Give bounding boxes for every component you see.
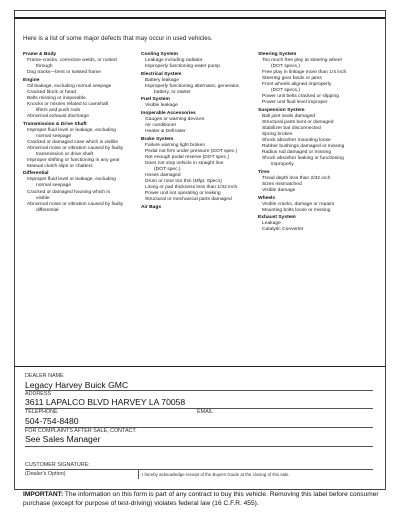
complaints-value: See Sales Manager <box>25 434 101 444</box>
defect-item: Power unit fluid level improper <box>262 100 328 106</box>
defect-item: Oil leakage, excluding normal seepage <box>27 83 112 89</box>
defect-item: Cracked or damaged housing which is <box>27 189 110 195</box>
dealer-name-value: Legacy Harvey Buick GMC <box>25 380 129 390</box>
defect-item: Heater & Defroster <box>145 129 186 135</box>
defect-item: Cracked block or head <box>27 89 76 95</box>
top-rule <box>14 17 385 19</box>
defect-item: Improperly functioning alternator, generator, <box>145 83 240 89</box>
defect-item: Visible leakage <box>145 103 178 109</box>
defect-item: Visible damage <box>262 188 296 194</box>
defect-item: Spring broken <box>262 132 293 138</box>
defect-item: Catalytic Converter <box>262 227 304 233</box>
address-value: 3611 LAPALCO BLVD HARVEY LA 70058 <box>25 397 186 407</box>
defect-item: Abnormal exhaust discharge <box>27 113 89 119</box>
important-text: The information on this form is part of any contract to buy this vehicle. Removing this label before consumer purchase (except for purpose of test-driving) violates federal law (16 C.F.R. 455). <box>23 491 379 507</box>
defect-item: (DOT specs.) <box>271 64 300 70</box>
defect-item: Rubber bushings damaged or missing <box>262 144 345 150</box>
defect-item: battery, or starter <box>154 89 191 95</box>
section-heading: Frame & Body <box>23 52 57 57</box>
defect-item: Improper shifting or functioning in any gear <box>27 157 120 163</box>
complaints-label: FOR COMPLAINTS AFTER SALE, CONTACT: <box>25 428 137 434</box>
section-heading: Inoperable Accessories <box>141 110 196 116</box>
defect-item: Leakage including radiator <box>145 58 203 64</box>
defect-item: Failure warning light broken <box>145 142 206 148</box>
defect-item: Not enough pedal reserve (DOT spec.) <box>145 154 230 160</box>
dealer-name-label: DEALER NAME <box>25 373 64 379</box>
defect-item: Battery leakage <box>145 77 179 83</box>
defect-item: Cracked or damaged case which is visible <box>27 139 119 145</box>
defect-item: Dog tracks—bent or twisted frame <box>27 70 101 76</box>
defect-item: Frame-cracks, corrective welds, or rusted <box>27 58 117 64</box>
dealer-section-rule <box>14 366 385 367</box>
defect-item: Visible cracks, damage or repairs <box>262 201 335 207</box>
section-heading: Fuel System <box>141 97 170 103</box>
defect-item: Does not stop vehicle in straight line <box>145 160 224 166</box>
defect-item: normal seepage <box>36 183 72 189</box>
section-heading: Suspension System <box>258 107 305 113</box>
defect-item: Improper fluid level or leakage, excluding <box>27 127 116 133</box>
defect-item: Gauges or warning devices <box>145 116 205 122</box>
defect-item: normal seepage <box>36 133 72 139</box>
defect-item: Manual clutch slips or chatters <box>27 163 93 169</box>
defect-item: Power unit belts cracked or slipping <box>262 94 339 100</box>
customer-signature-label: CUSTOMER SIGNATURE: <box>25 462 90 468</box>
defect-item: Front wheels aligned improperly <box>262 82 332 88</box>
defect-item: visible <box>36 195 50 201</box>
defect-item: improperly <box>271 162 294 168</box>
defect-item: Lining or pad thickness less than 1/32 inch <box>145 184 238 190</box>
defect-item: Radius rod damaged or missing <box>262 150 332 156</box>
defect-item: Pedal not firm under pressure (DOT spec.) <box>145 148 238 154</box>
defect-item: Improperly functioning water pump <box>145 64 221 70</box>
section-heading: Air Bags <box>141 204 162 210</box>
defect-item: Air conditioner <box>145 123 177 129</box>
signature-divider <box>138 469 139 479</box>
defect-item: Shock absorber mounting loose <box>262 138 331 144</box>
dealer-option-label: (Dealer's Option) <box>25 471 66 477</box>
section-heading: Wheels <box>258 195 276 201</box>
defect-item: transmission or drive shaft <box>36 151 94 157</box>
defect-item: Tread depth less than 2/32 inch <box>262 175 331 181</box>
defect-item: Abnormal noise or vibration caused by faulty <box>27 145 124 151</box>
signature-line <box>25 469 373 470</box>
defect-item: through <box>36 64 53 70</box>
defect-item: Knocks or misses related to camshaft <box>27 101 109 107</box>
telephone-value: 504-754-8480 <box>25 416 79 426</box>
section-heading: Exhaust System <box>258 215 296 221</box>
defect-item: Mounting bolts loose or missing <box>262 207 331 213</box>
section-heading: Engine <box>23 77 40 83</box>
section-heading: Brake System <box>141 136 174 142</box>
defect-item: Improper fluid level or leakage, excluding <box>27 177 116 183</box>
defect-item: Stabilizer bar disconnected <box>262 126 321 132</box>
defect-item: Free play in linkage more than 1/4 inch <box>262 70 347 76</box>
defects-intro: Here is a list of some major defects that may occur in used vehicles. <box>23 35 213 42</box>
defects-column-3 <box>258 52 376 233</box>
section-heading: Electrical System <box>141 71 182 77</box>
complaints-line <box>25 446 373 447</box>
defect-item: Steering gear binds or jams <box>262 76 322 82</box>
defect-item: Leakage <box>262 221 281 227</box>
defect-item: differential <box>36 207 59 213</box>
telephone-label: TELEPHONE <box>25 409 58 415</box>
defect-item: Sizes mismatched <box>262 181 302 187</box>
defect-item: Shock absorber leaking or functioning <box>262 156 344 162</box>
email-label: EMAIL <box>197 409 214 415</box>
defect-item: Power unit not operating or leaking <box>145 191 221 197</box>
defect-item: Drum or rotor too thin (Mfgr. Specs) <box>145 178 222 184</box>
defects-column-2 <box>141 52 253 211</box>
defects-column-1 <box>23 52 133 214</box>
section-heading: Transmission & Drive Shaft <box>23 121 87 127</box>
important-notice <box>23 490 387 508</box>
important-label: IMPORTANT: <box>23 491 64 498</box>
defect-item: Abnormal noise or vibration caused by faulty <box>27 201 124 207</box>
defect-item: Structural or mechanical parts damaged <box>145 197 232 203</box>
defect-item: (DOT specs.) <box>271 88 300 94</box>
defect-item: Too much free play at steering wheel <box>262 58 342 64</box>
defect-item: (DOT spec.) <box>154 166 181 172</box>
section-heading: Tires <box>258 169 270 175</box>
defect-item: Ball joint seals damaged <box>262 113 316 119</box>
defect-item: lifters and push rods <box>36 107 81 113</box>
defect-item: Hoses damaged <box>145 172 181 178</box>
section-heading: Cooling System <box>141 52 178 57</box>
defect-item: Structural parts bent or damaged <box>262 120 334 126</box>
acknowledge-text: I hereby acknowledge receipt of the Buyers Guide at the closing of this sale. <box>142 472 290 477</box>
section-heading: Differential <box>23 171 49 177</box>
address-label: ADDRESS <box>25 391 52 397</box>
defect-item: Belts missing or inoperable <box>27 95 86 101</box>
dealer-name-line <box>25 390 373 391</box>
section-heading: Steering System <box>258 52 297 57</box>
